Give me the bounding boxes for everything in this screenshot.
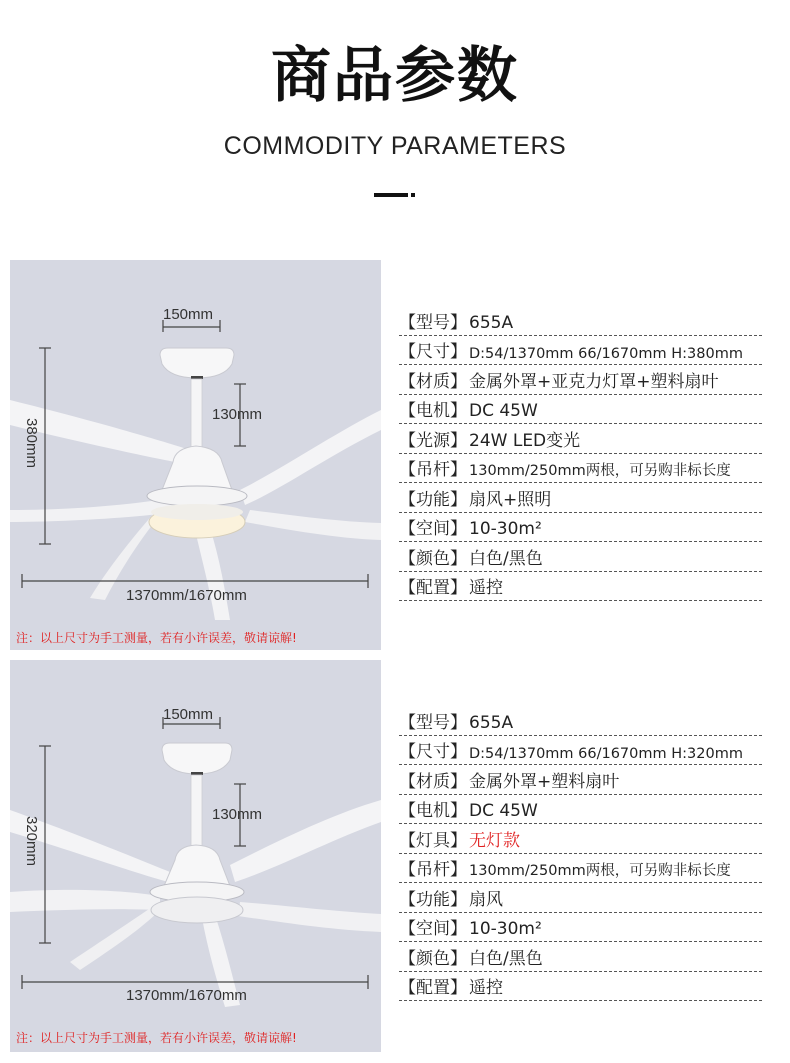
spec-value: 10-30m² (469, 919, 542, 939)
spec-label: 【电机】 (399, 401, 467, 421)
product-image-no-lamp (10, 660, 381, 1052)
spec-value: 655A (469, 312, 514, 333)
spec-row-rod (399, 854, 762, 884)
spec-label: 【光源】 (399, 430, 467, 451)
spec-label: 【配置】 (399, 978, 467, 998)
spec-label: 【颜色】 (399, 948, 467, 969)
spec-label: 【功能】 (399, 889, 467, 910)
spec-value: 金属外罩+塑料扇叶 (469, 771, 620, 792)
spec-label: 【空间】 (399, 919, 467, 939)
spec-label: 【电机】 (399, 801, 467, 821)
spec-value: 扇风 (469, 889, 503, 910)
spec-value: 金属外罩+亚克力灯罩+塑料扇叶 (469, 371, 719, 392)
spec-value: 130mm/250mm两根，可另购非标长度 (469, 863, 731, 879)
spec-row-function (399, 883, 762, 913)
spec-value: DC 45W (469, 801, 538, 821)
spec-row-light (399, 424, 762, 454)
spec-row-model (399, 706, 762, 736)
spec-row-material (399, 365, 762, 395)
rod-length-label: 130mm (212, 406, 263, 423)
spec-row-motor (399, 395, 762, 425)
top-width-label: 150mm (163, 706, 214, 723)
height-label: 380mm (23, 418, 40, 469)
height-label: 320mm (23, 816, 40, 867)
spec-row-config (399, 572, 762, 602)
spec-row-color (399, 542, 762, 572)
spec-list-no-lamp (399, 706, 762, 1001)
spec-row-motor (399, 795, 762, 825)
spec-label: 【吊杆】 (399, 460, 467, 480)
rod-length-label: 130mm (212, 806, 263, 823)
spec-list-lamp (399, 306, 762, 601)
spec-row-rod (399, 454, 762, 484)
spec-row-size (399, 736, 762, 766)
spec-row-color (399, 942, 762, 972)
spec-row-space (399, 513, 762, 543)
spec-value: 24W LED变光 (469, 430, 581, 451)
span-label: 1370mm/1670mm (126, 587, 247, 604)
spec-value: 130mm/250mm两根，可另购非标长度 (469, 463, 731, 479)
spec-row-material (399, 765, 762, 795)
spec-row-size (399, 336, 762, 366)
measurement-note: 注：以上尺寸为手工测量，若有小许误差，敬请谅解! (16, 1031, 297, 1045)
spec-value: 白色/黑色 (469, 948, 543, 969)
spec-label: 【尺寸】 (399, 342, 467, 362)
spec-value: 无灯款 (469, 830, 520, 851)
spec-label: 【灯具】 (399, 830, 467, 851)
spec-value: 遥控 (469, 978, 503, 998)
spec-label: 【尺寸】 (399, 742, 467, 762)
page-subtitle: COMMODITY PARAMETERS (223, 132, 567, 160)
spec-label: 【空间】 (399, 519, 467, 539)
spec-row-model (399, 306, 762, 336)
title-divider-dot (411, 193, 415, 197)
spec-value: 655A (469, 712, 514, 733)
spec-value: 扇风+照明 (469, 489, 552, 510)
spec-row-function (399, 483, 762, 513)
page-title: 商品参数 (271, 41, 519, 111)
spec-value: 白色/黑色 (469, 548, 543, 569)
span-label: 1370mm/1670mm (126, 987, 247, 1004)
spec-value: 10-30m² (469, 519, 542, 539)
spec-label: 【材质】 (399, 371, 467, 392)
spec-label: 【型号】 (399, 312, 467, 333)
spec-label: 【吊杆】 (399, 860, 467, 880)
spec-label: 【材质】 (399, 771, 467, 792)
spec-row-space (399, 913, 762, 943)
spec-label: 【功能】 (399, 489, 467, 510)
spec-value: D:54/1370mm 66/1670mm H:380mm (469, 346, 743, 362)
spec-label: 【型号】 (399, 712, 467, 733)
spec-label: 【颜色】 (399, 548, 467, 569)
spec-label: 【配置】 (399, 578, 467, 598)
product-image-lamp (10, 260, 381, 650)
measurement-note: 注：以上尺寸为手工测量，若有小许误差，敬请谅解! (16, 631, 297, 645)
spec-value: D:54/1370mm 66/1670mm H:320mm (469, 746, 743, 762)
spec-row-config (399, 972, 762, 1002)
spec-value: 遥控 (469, 578, 503, 598)
top-width-label: 150mm (163, 306, 214, 323)
title-divider (374, 193, 408, 197)
spec-row-lamp (399, 824, 762, 854)
spec-value: DC 45W (469, 401, 538, 421)
